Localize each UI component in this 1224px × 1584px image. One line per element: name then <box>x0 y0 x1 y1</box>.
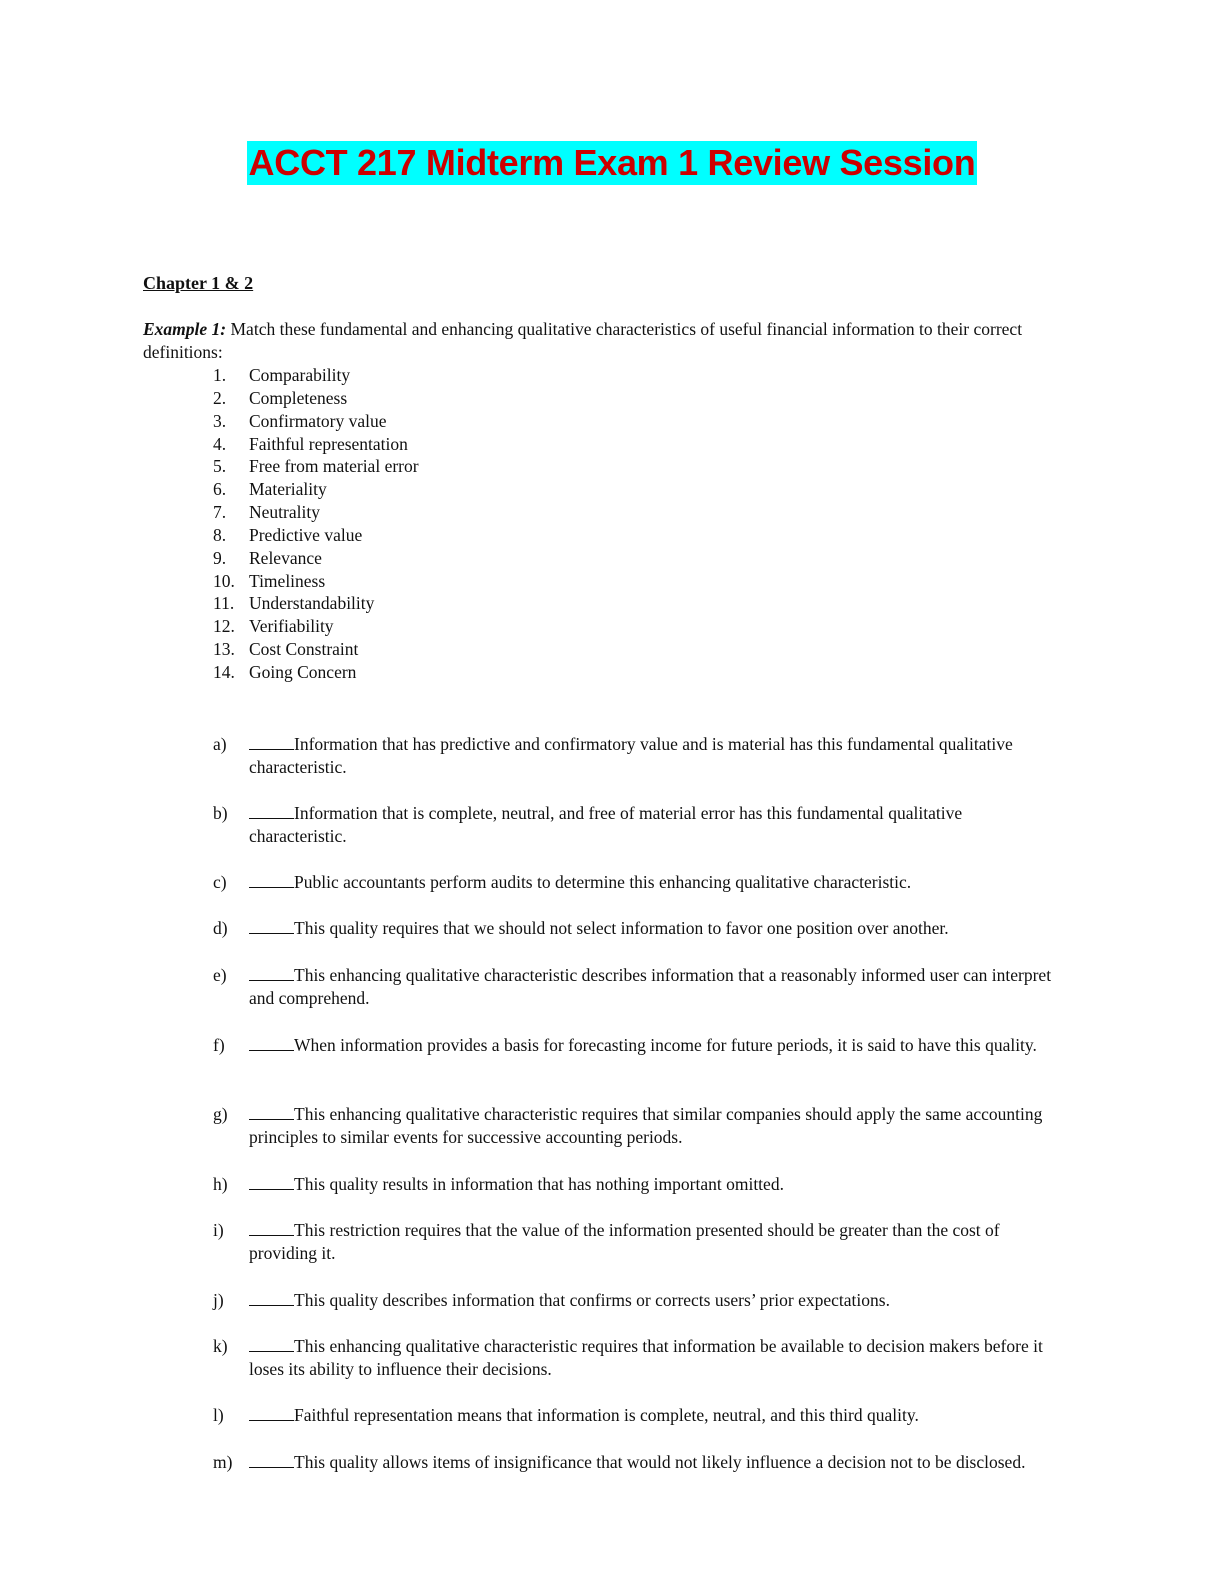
question-letter: l) <box>213 1405 224 1425</box>
question-body <box>249 964 1059 1010</box>
answer-blank[interactable] <box>249 1104 294 1120</box>
question-text: This restriction requires that the value of the information presented should be greater than the cost of providing it. <box>249 1220 1000 1263</box>
list-item-number: 9. <box>213 547 227 568</box>
question-text: Public accountants perform audits to determine this enhancing qualitative characteristic. <box>294 872 912 892</box>
answer-blank[interactable] <box>249 1405 294 1421</box>
list-item-number: 1. <box>213 365 227 385</box>
question-body <box>249 733 1059 779</box>
chapter-heading: Chapter 1 & 2 <box>143 273 254 293</box>
list-item-text: Going Concern <box>249 661 357 682</box>
question-letter: e) <box>213 965 227 985</box>
page-title: ACCT 217 Midterm Exam 1 Review Session <box>248 142 976 183</box>
list-item-number: 6. <box>213 479 227 500</box>
answer-blank[interactable] <box>249 1452 294 1468</box>
question-body <box>249 917 1059 940</box>
question-text: This quality allows items of insignificance that would not likely influence a decision not to be disclosed. <box>294 1452 1026 1472</box>
list-item-number: 5. <box>213 456 227 477</box>
answer-blank[interactable] <box>249 872 294 888</box>
list-item-text: Materiality <box>249 479 327 500</box>
list-item-number: 14. <box>213 661 235 682</box>
question-body <box>249 1451 1059 1474</box>
question-body <box>249 1219 1059 1265</box>
question-letter: g) <box>213 1104 228 1124</box>
example-prompt <box>143 318 1043 364</box>
list-item-text: Verifiability <box>249 616 334 637</box>
question-text: This quality results in information that has nothing important omitted. <box>294 1174 784 1194</box>
question-letter: f) <box>213 1035 225 1055</box>
answer-blank[interactable] <box>249 1220 294 1236</box>
list-item-number: 10. <box>213 570 235 591</box>
list-item-text: Faithful representation <box>249 433 408 454</box>
list-item-number: 2. <box>213 387 227 408</box>
question-letter: b) <box>213 803 228 823</box>
list-item-text: Cost Constraint <box>249 639 359 660</box>
list-item-text: Neutrality <box>249 502 320 523</box>
list-item-text: Understandability <box>249 593 375 614</box>
list-item-text: Confirmatory value <box>249 410 387 431</box>
question-letter: m) <box>213 1452 233 1472</box>
list-item-number: 8. <box>213 524 227 545</box>
list-item-number: 13. <box>213 639 235 660</box>
answer-blank[interactable] <box>249 1035 294 1051</box>
question-text: Faithful representation means that information is complete, neutral, and this third quality. <box>294 1405 919 1425</box>
question-body <box>249 871 1059 894</box>
list-item-number: 3. <box>213 410 227 431</box>
question-letter: i) <box>213 1220 224 1240</box>
question-text: Information that has predictive and confirmatory value and is material has this fundamental qualitative characteristic. <box>249 734 1013 777</box>
question-body <box>249 1289 1059 1312</box>
list-item-number: 7. <box>213 502 227 523</box>
question-letter: a) <box>213 734 227 754</box>
answer-blank[interactable] <box>249 734 294 750</box>
answer-blank[interactable] <box>249 1336 294 1352</box>
answer-blank[interactable] <box>249 1290 294 1306</box>
question-body <box>249 802 1059 848</box>
list-item-text: Relevance <box>249 547 322 568</box>
question-text: This enhancing qualitative characteristic requires that information be available to decision makers before it loses its ability to influence their decisions. <box>249 1336 1043 1379</box>
list-item-text: Comparability <box>249 365 351 385</box>
list-item-number: 11. <box>213 593 235 614</box>
question-letter: d) <box>213 918 228 938</box>
title-container <box>0 141 1224 185</box>
example-text: Match these fundamental and enhancing qualitative characteristics of useful financial information to their correct definitions: <box>143 319 1023 362</box>
list-item-text: Free from material error <box>249 456 419 477</box>
question-body <box>249 1034 1059 1057</box>
answer-blank[interactable] <box>249 965 294 981</box>
answer-blank[interactable] <box>249 1174 294 1190</box>
question-body <box>249 1103 1059 1149</box>
question-text: This enhancing qualitative characteristic requires that similar companies should apply the same accounting principles to similar events for successive accounting periods. <box>249 1104 1043 1147</box>
question-text: Information that is complete, neutral, and free of material error has this fundamental qualitative characteristic. <box>249 803 963 846</box>
question-body <box>249 1404 1059 1427</box>
question-body <box>249 1173 1059 1196</box>
question-text: This quality requires that we should not select information to favor one position over another. <box>294 918 949 938</box>
question-letter: c) <box>213 872 227 892</box>
question-text: This enhancing qualitative characteristic describes information that a reasonably informed user can interpret and comprehend. <box>249 965 1052 1008</box>
question-text: This quality describes information that confirms or corrects users’ prior expectations. <box>294 1290 890 1310</box>
question-body <box>249 1335 1059 1381</box>
list-item-number: 12. <box>213 616 235 637</box>
answer-blank[interactable] <box>249 803 294 819</box>
answer-blank[interactable] <box>249 918 294 934</box>
list-item-text: Predictive value <box>249 524 363 545</box>
list-item-number: 4. <box>213 433 227 454</box>
question-letter: j) <box>213 1290 224 1310</box>
list-item-text: Completeness <box>249 387 348 408</box>
list-item-text: Timeliness <box>249 570 326 591</box>
question-text: When information provides a basis for forecasting income for future periods, it is said to have this quality. <box>294 1035 1037 1055</box>
question-letter: h) <box>213 1174 228 1194</box>
question-letter: k) <box>213 1336 228 1356</box>
example-label: Example 1: <box>143 319 227 339</box>
